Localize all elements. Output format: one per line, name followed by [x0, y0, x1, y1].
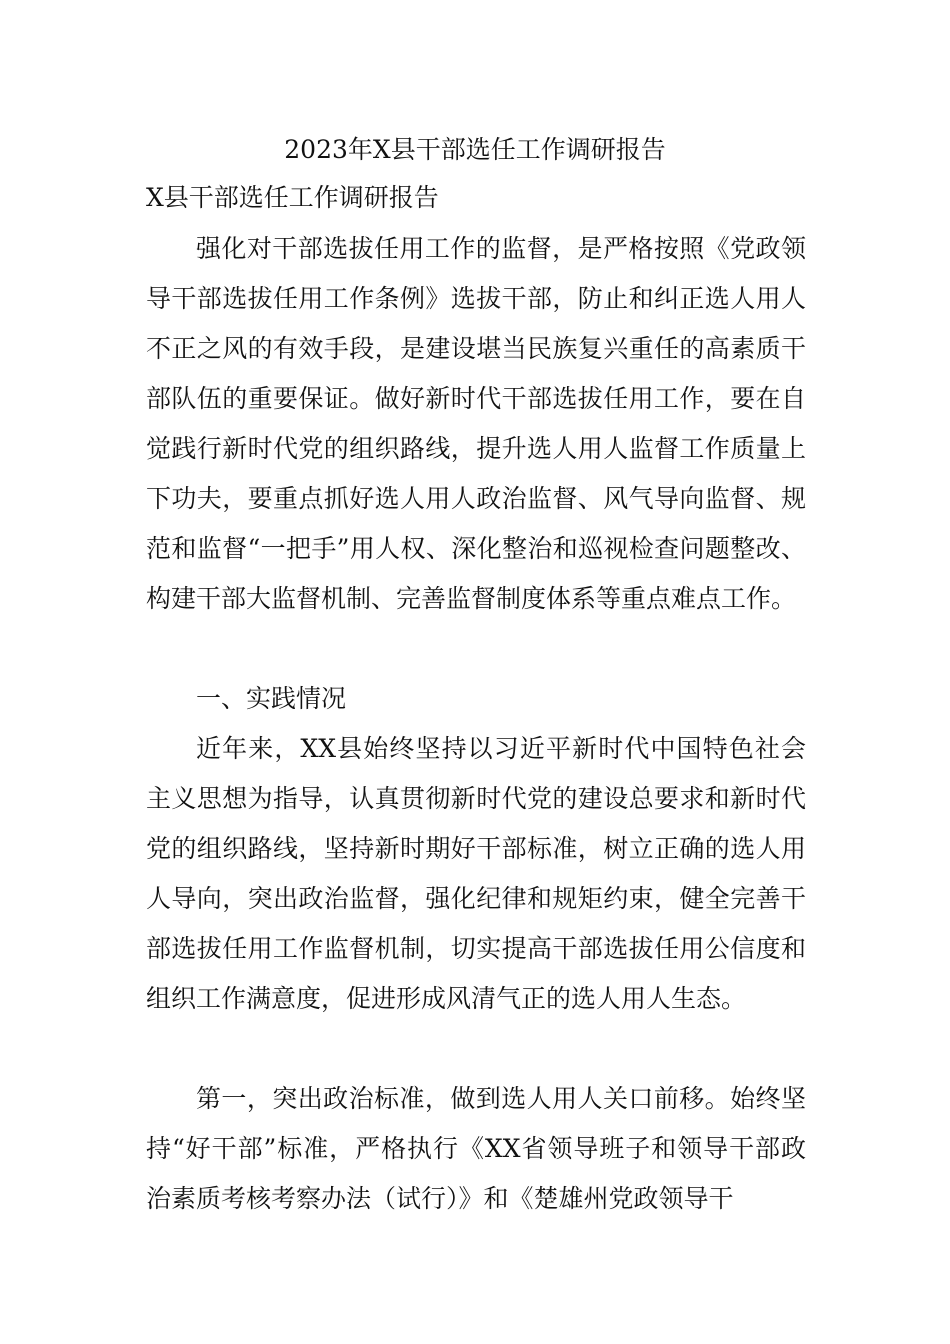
practice-paragraph-block — [146, 724, 806, 1024]
section-heading: 一、实践情况 — [196, 684, 347, 713]
first-point-paragraph: 第一，突出政治标准，做到选人用人关口前移。始终坚持“好干部”标准，严格执行《XX省领导班子和领导干部政治素质考核考察办法（试行）》和《楚雄州党政领导干 — [146, 1084, 806, 1213]
practice-paragraph: 近年来，XX县始终坚持以习近平新时代中国特色社会主义思想为指导，认真贯彻新时代党的建设总要求和新时代党的组织路线，坚持新时期好干部标准，树立正确的选人用人导向，突出政治监督，强化纪律和规矩约束，健全完善干部选拔任用工作监督机制，切实提高干部选拔任用公信度和组织工作满意度，促进形成风清气正的选人用人生态。 — [146, 734, 806, 1013]
document-subtitle: X县干部选任工作调研报告 — [146, 183, 439, 212]
intro-paragraph-block — [146, 224, 806, 624]
section-heading-block — [146, 674, 806, 724]
document-title: 2023年X县干部选任工作调研报告 — [284, 135, 666, 164]
intro-paragraph: 强化对干部选拔任用工作的监督，是严格按照《党政领导干部选拔任用工作条例》选拔干部，防止和纠正选人用人不正之风的有效手段，是建设堪当民族复兴重任的高素质干部队伍的重要保证。做好新时代干部选拔任用工作，要在自觉践行新时代党的组织路线，提升选人用人监督工作质量上下功夫，要重点抓好选人用人政治监督、风气导向监督、规范和监督“一把手”用人权、深化整治和巡视检查问题整改、构建干部大监督机制、完善监督制度体系等重点难点工作。 — [146, 234, 806, 613]
first-point-paragraph-block — [146, 1074, 806, 1224]
